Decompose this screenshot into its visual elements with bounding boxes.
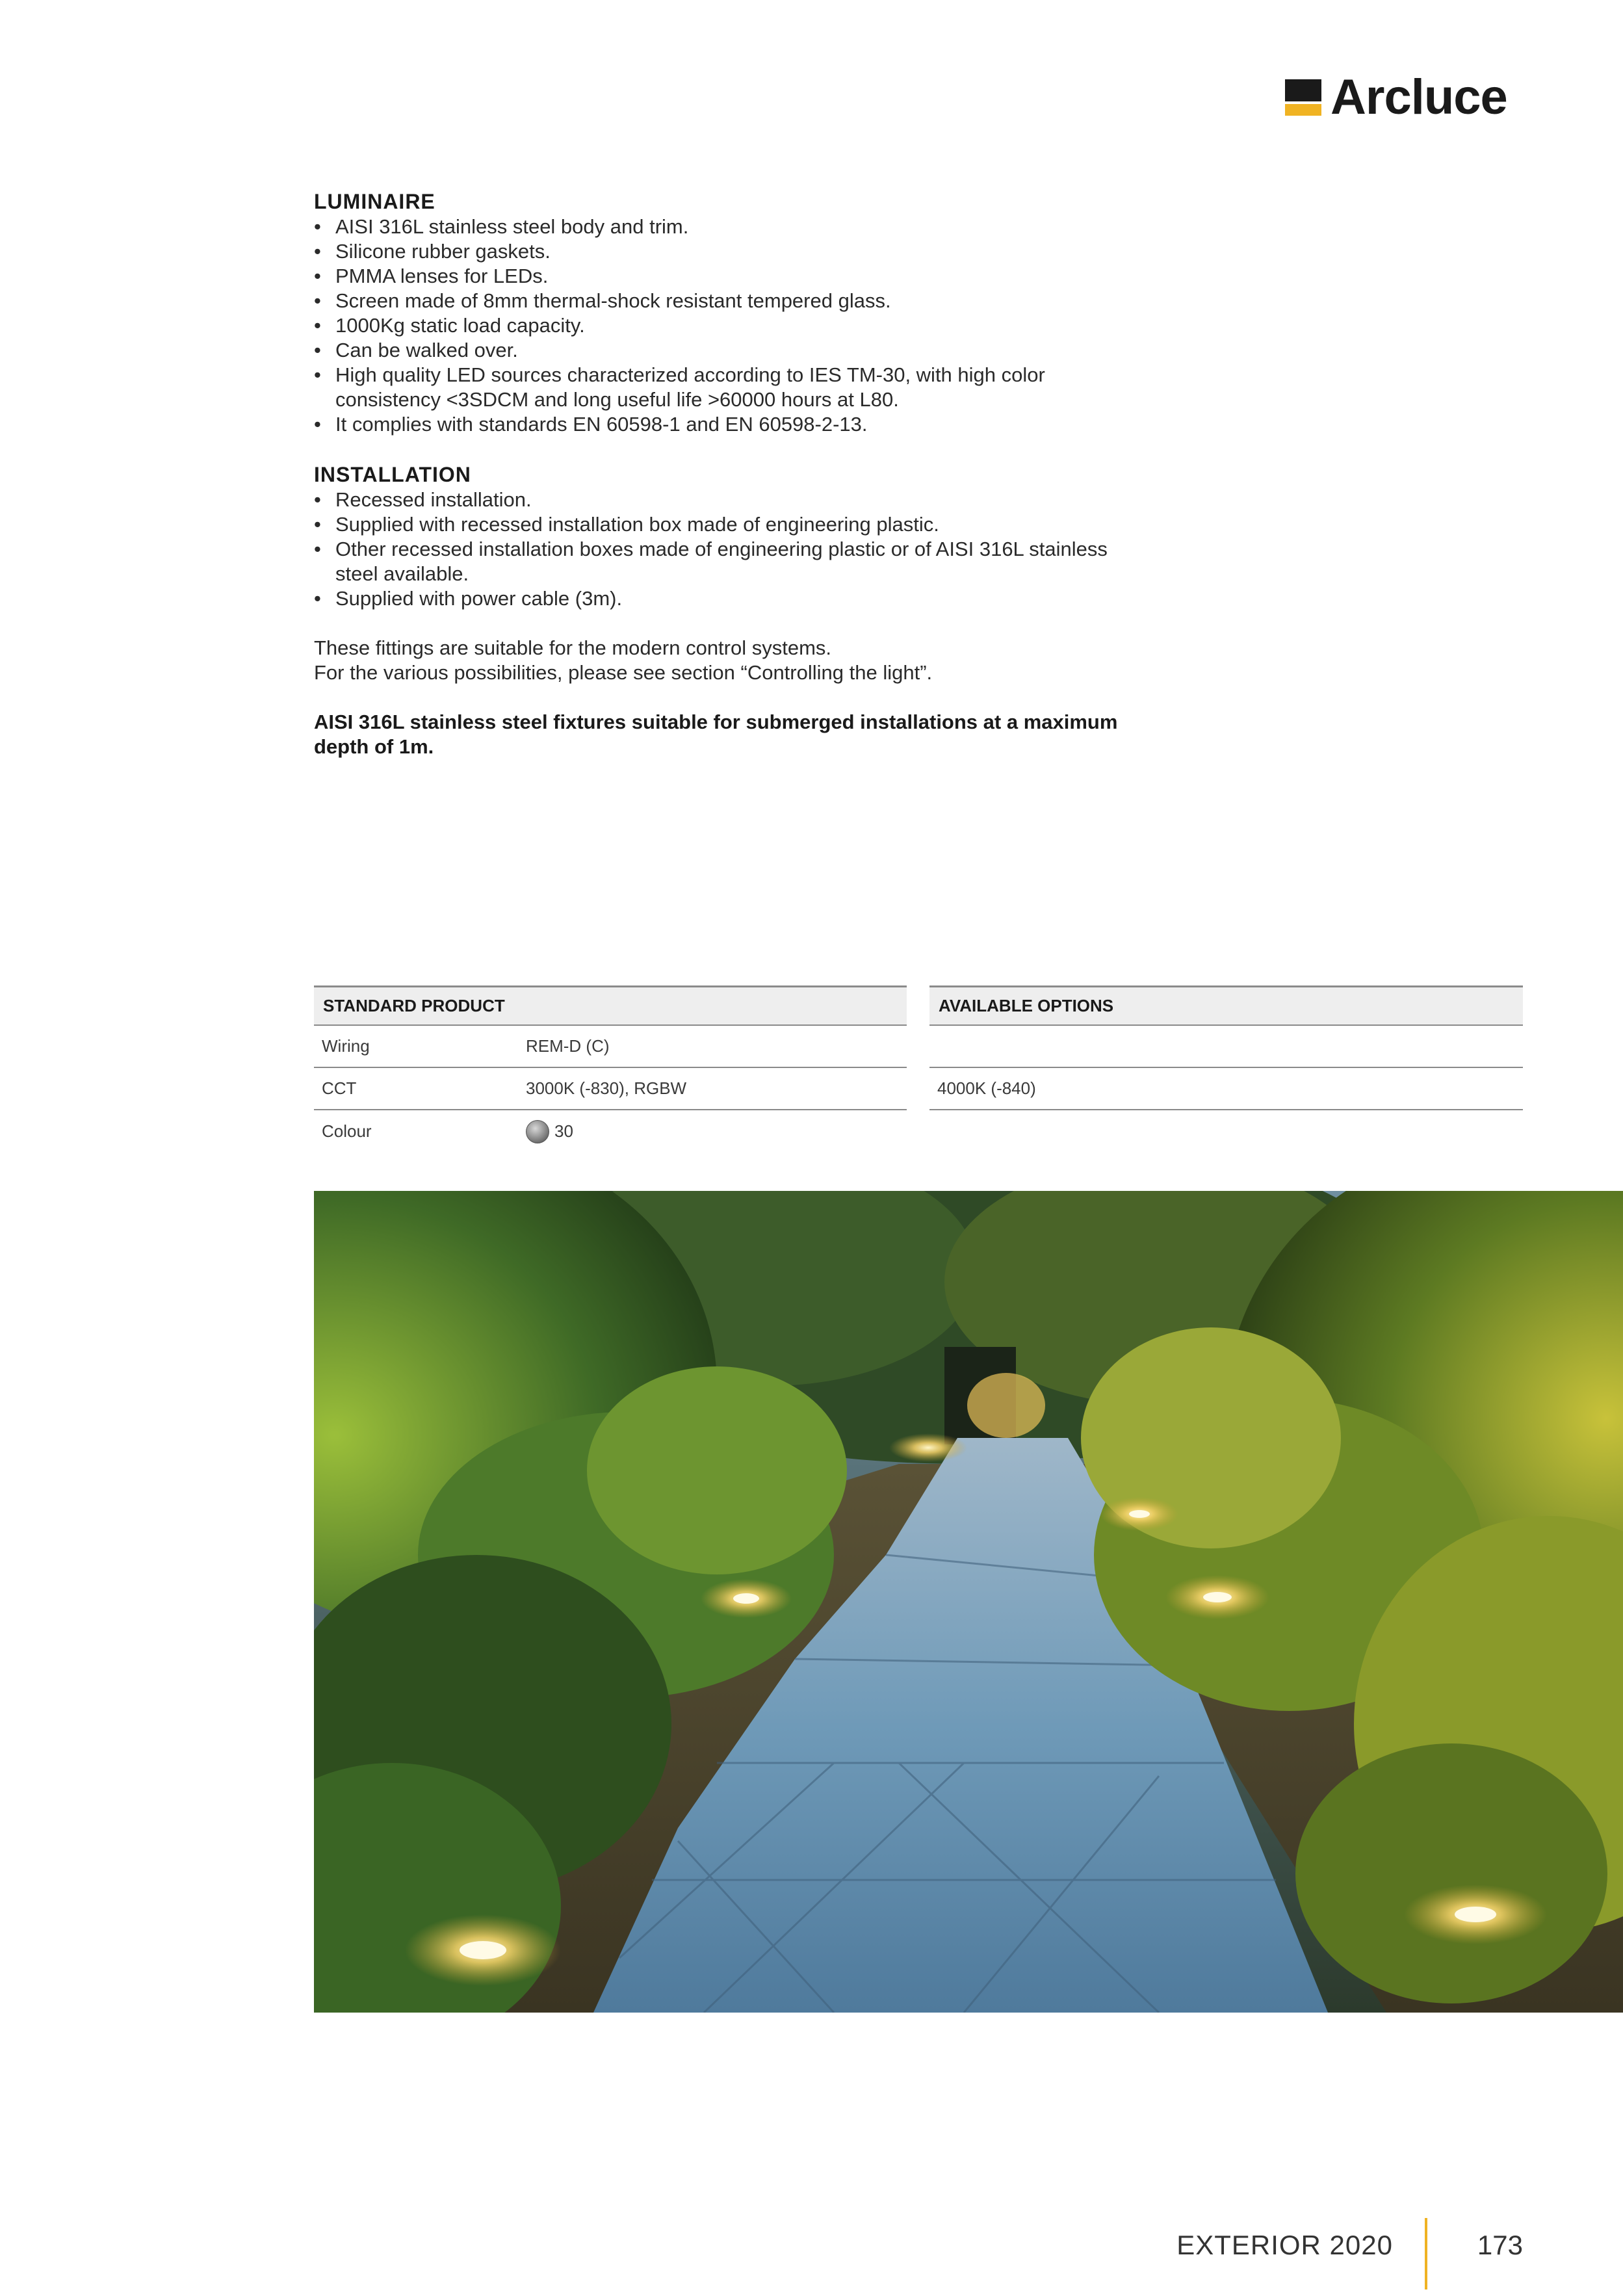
page-number: 173 bbox=[1477, 2230, 1523, 2260]
control-reference: For the various possibilities, please see section “Controlling the light”. bbox=[314, 661, 933, 684]
luminaire-list bbox=[314, 215, 1133, 437]
table-row bbox=[314, 1026, 907, 1068]
list-item: • Supplied with power cable (3m). bbox=[314, 586, 1133, 611]
list-item: • Other recessed installation boxes made of engineering plastic or of AISI 316L stainless steel available. bbox=[314, 537, 1133, 586]
installation-list bbox=[314, 488, 1133, 611]
table-row bbox=[314, 1068, 907, 1110]
list-item: • Screen made of 8mm thermal-shock resistant tempered glass. bbox=[314, 289, 1133, 313]
row-value: 3000K (-830), RGBW bbox=[526, 1078, 687, 1098]
brand-name: Arcluce bbox=[1331, 70, 1507, 125]
table-row bbox=[929, 1068, 1523, 1110]
colour-swatch-icon bbox=[526, 1120, 549, 1143]
list-item: • Can be walked over. bbox=[314, 338, 1133, 363]
list-item: • Supplied with recessed installation box made of engineering plastic. bbox=[314, 512, 1133, 537]
table-header: AVAILABLE OPTIONS bbox=[929, 985, 1523, 1026]
section-title: EXTERIOR 2020 bbox=[1176, 2230, 1393, 2260]
garden-path-photo bbox=[314, 1191, 1623, 2013]
submerged-note: AISI 316L stainless steel fixtures suitable for submerged installations at a maximum depth of 1m. bbox=[314, 711, 1118, 758]
footer-divider bbox=[1425, 2218, 1427, 2289]
row-label: Colour bbox=[322, 1121, 372, 1141]
page-footer bbox=[1105, 2218, 1523, 2289]
colour-code: 30 bbox=[554, 1121, 573, 1141]
list-item: • PMMA lenses for LEDs. bbox=[314, 264, 1133, 289]
available-options-table bbox=[929, 985, 1523, 1110]
control-note: These fittings are suitable for the modern control systems. bbox=[314, 636, 832, 659]
row-label: Wiring bbox=[322, 1036, 370, 1056]
table-header: STANDARD PRODUCT bbox=[314, 985, 907, 1026]
table-row bbox=[314, 1110, 907, 1153]
standard-product-table bbox=[314, 985, 907, 1153]
table-row bbox=[929, 1026, 1523, 1068]
logo-mark-icon bbox=[1285, 79, 1321, 116]
row-value bbox=[518, 1120, 573, 1143]
installation-heading: INSTALLATION bbox=[314, 463, 471, 486]
list-item: • High quality LED sources characterized according to IES TM-30, with high color consistency <3SDCM and long useful life >60000 hours at L80. bbox=[314, 363, 1133, 412]
brand-logo bbox=[1285, 72, 1507, 124]
spec-text bbox=[314, 189, 1133, 759]
list-item: • Silicone rubber gaskets. bbox=[314, 239, 1133, 264]
row-label: CCT bbox=[322, 1078, 357, 1098]
row-value: REM-D (C) bbox=[526, 1036, 610, 1056]
list-item: • Recessed installation. bbox=[314, 488, 1133, 512]
list-item: • AISI 316L stainless steel body and trim. bbox=[314, 215, 1133, 239]
list-item: • 1000Kg static load capacity. bbox=[314, 313, 1133, 338]
row-value: 4000K (-840) bbox=[937, 1078, 1036, 1098]
list-item: • It complies with standards EN 60598-1 and EN 60598-2-13. bbox=[314, 412, 1133, 437]
luminaire-heading: LUMINAIRE bbox=[314, 190, 435, 213]
